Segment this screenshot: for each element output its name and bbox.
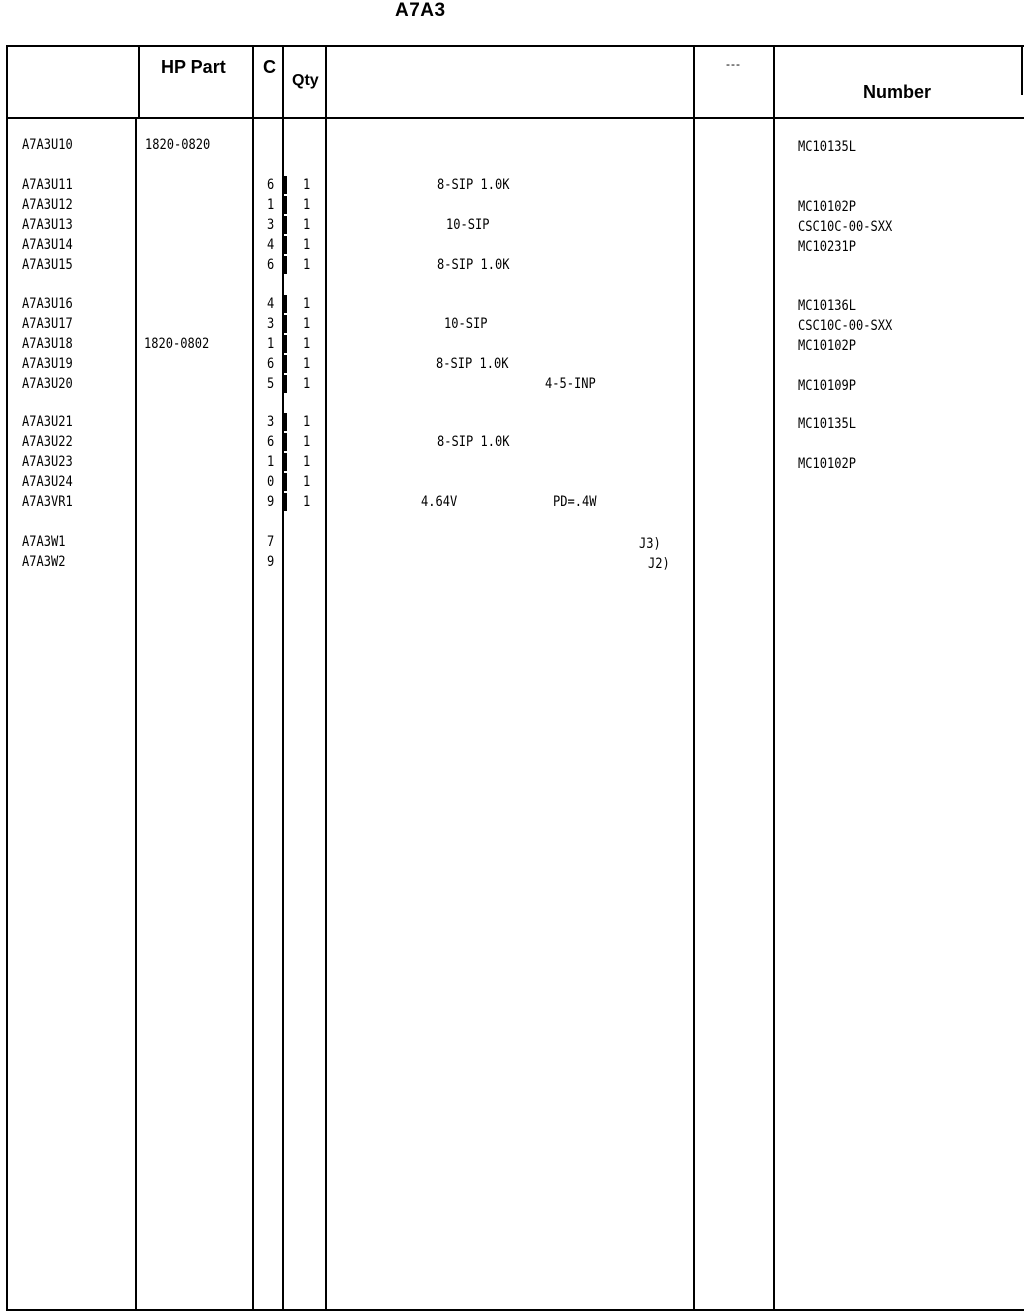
description: 10-SIP	[446, 217, 490, 233]
quantity: 1	[303, 217, 311, 233]
quantity: 1	[303, 434, 311, 450]
check-digit: 1	[267, 197, 275, 213]
header-mfr-part-number: Number	[863, 82, 932, 102]
check-digit: 4	[267, 237, 275, 253]
quantity: 1	[303, 316, 311, 332]
check-digit: 4	[267, 296, 275, 312]
reference-designator: A7A3U22	[22, 434, 73, 450]
table-row	[0, 235, 1025, 255]
reference-designator: A7A3U18	[22, 336, 73, 352]
reference-designator: A7A3U23	[22, 454, 73, 470]
check-digit: 7	[267, 534, 275, 550]
table-row	[0, 452, 1025, 472]
reference-designator: A7A3U16	[22, 296, 73, 312]
header-bottom-border	[6, 117, 1024, 119]
table-row	[0, 195, 1025, 215]
table-row	[0, 314, 1025, 334]
description: 8-SIP 1.0K	[436, 356, 509, 372]
change-bar	[284, 433, 287, 451]
header-cd: C	[263, 57, 276, 77]
header-hp-part: HP Part	[161, 57, 226, 77]
change-bar	[284, 176, 287, 194]
check-digit: 9	[267, 494, 275, 510]
description: 4-5-INP	[545, 376, 596, 392]
description: 4.64V	[421, 494, 458, 510]
change-bar	[284, 236, 287, 254]
change-bar	[284, 256, 287, 274]
table-row	[0, 472, 1025, 492]
check-digit: 3	[267, 414, 275, 430]
quantity: 1	[303, 336, 311, 352]
hp-part-number: 1820-0820	[145, 137, 211, 153]
change-bar	[284, 295, 287, 313]
table-row	[0, 354, 1025, 374]
check-digit: 6	[267, 434, 275, 450]
reference-designator: A7A3U19	[22, 356, 73, 372]
description: 8-SIP 1.0K	[437, 177, 510, 193]
check-digit: 6	[267, 356, 275, 372]
mfr-part-number: MC10109P	[798, 378, 856, 394]
reference-designator: A7A3U11	[22, 177, 73, 193]
header-qty: Qty	[292, 72, 319, 89]
table-row	[0, 532, 1025, 552]
quantity: 1	[303, 474, 311, 490]
check-digit: 5	[267, 376, 275, 392]
col-divider-ref	[138, 45, 140, 119]
table-row	[0, 294, 1025, 314]
table-row	[0, 175, 1025, 195]
change-bar	[284, 473, 287, 491]
description-power: PD=.4W	[553, 494, 597, 510]
quantity: 1	[303, 454, 311, 470]
mfr-part-number: MC10231P	[798, 239, 856, 255]
table-row	[0, 492, 1025, 512]
change-bar	[284, 493, 287, 511]
quantity: 1	[303, 494, 311, 510]
table-row	[0, 374, 1025, 394]
reference-designator: A7A3W2	[22, 554, 66, 570]
quantity: 1	[303, 296, 311, 312]
table-row	[0, 135, 1025, 155]
reference-designator: A7A3U21	[22, 414, 73, 430]
table-bottom-border	[6, 1309, 1024, 1311]
table-top-border	[6, 45, 1024, 47]
change-bar	[284, 196, 287, 214]
page-title: A7A3	[395, 0, 446, 21]
check-digit: 6	[267, 177, 275, 193]
reference-designator: A7A3U20	[22, 376, 73, 392]
quantity: 1	[303, 257, 311, 273]
table-row	[0, 255, 1025, 275]
reference-designator: A7A3U14	[22, 237, 73, 253]
mfr-part-number: MC10135L	[798, 139, 856, 155]
mfr-part-number: MC10102P	[798, 199, 856, 215]
description: 10-SIP	[444, 316, 488, 332]
reference-designator: A7A3VR1	[22, 494, 73, 510]
check-digit: 9	[267, 554, 275, 570]
table-row	[0, 215, 1025, 235]
quantity: 1	[303, 237, 311, 253]
mfr-part-number: MC10102P	[798, 456, 856, 472]
description: J3)	[639, 536, 661, 552]
change-bar	[284, 413, 287, 431]
reference-designator: A7A3U10	[22, 137, 73, 153]
change-bar	[284, 216, 287, 234]
hp-part-number: 1820-0802	[144, 336, 210, 352]
description: 8-SIP 1.0K	[437, 434, 510, 450]
table-row	[0, 412, 1025, 432]
reference-designator: A7A3U12	[22, 197, 73, 213]
check-digit: 3	[267, 217, 275, 233]
table-right-border	[1021, 45, 1023, 95]
check-digit: 3	[267, 316, 275, 332]
check-digit: 1	[267, 336, 275, 352]
reference-designator: A7A3W1	[22, 534, 66, 550]
quantity: 1	[303, 376, 311, 392]
quantity: 1	[303, 177, 311, 193]
change-bar	[284, 335, 287, 353]
quantity: 1	[303, 414, 311, 430]
reference-designator: A7A3U24	[22, 474, 73, 490]
change-bar	[284, 315, 287, 333]
quantity: 1	[303, 197, 311, 213]
mfr-part-number: MC10102P	[798, 338, 856, 354]
reference-designator: A7A3U13	[22, 217, 73, 233]
check-digit: 0	[267, 474, 275, 490]
quantity: 1	[303, 356, 311, 372]
check-digit: 1	[267, 454, 275, 470]
change-bar	[284, 355, 287, 373]
mfr-part-number: CSC10C-00-SXX	[798, 219, 893, 235]
description: 8-SIP 1.0K	[437, 257, 510, 273]
table-row	[0, 552, 1025, 572]
table-row	[0, 334, 1025, 354]
mfr-part-number: MC10136L	[798, 298, 856, 314]
description: J2)	[648, 556, 670, 572]
mfr-part-number: MC10135L	[798, 416, 856, 432]
mfr-part-number: CSC10C-00-SXX	[798, 318, 893, 334]
table-row	[0, 432, 1025, 452]
reference-designator: A7A3U15	[22, 257, 73, 273]
change-bar	[284, 375, 287, 393]
change-bar	[284, 453, 287, 471]
reference-designator: A7A3U17	[22, 316, 73, 332]
check-digit: 6	[267, 257, 275, 273]
header-mfr-code-dashes: ---	[726, 57, 741, 71]
